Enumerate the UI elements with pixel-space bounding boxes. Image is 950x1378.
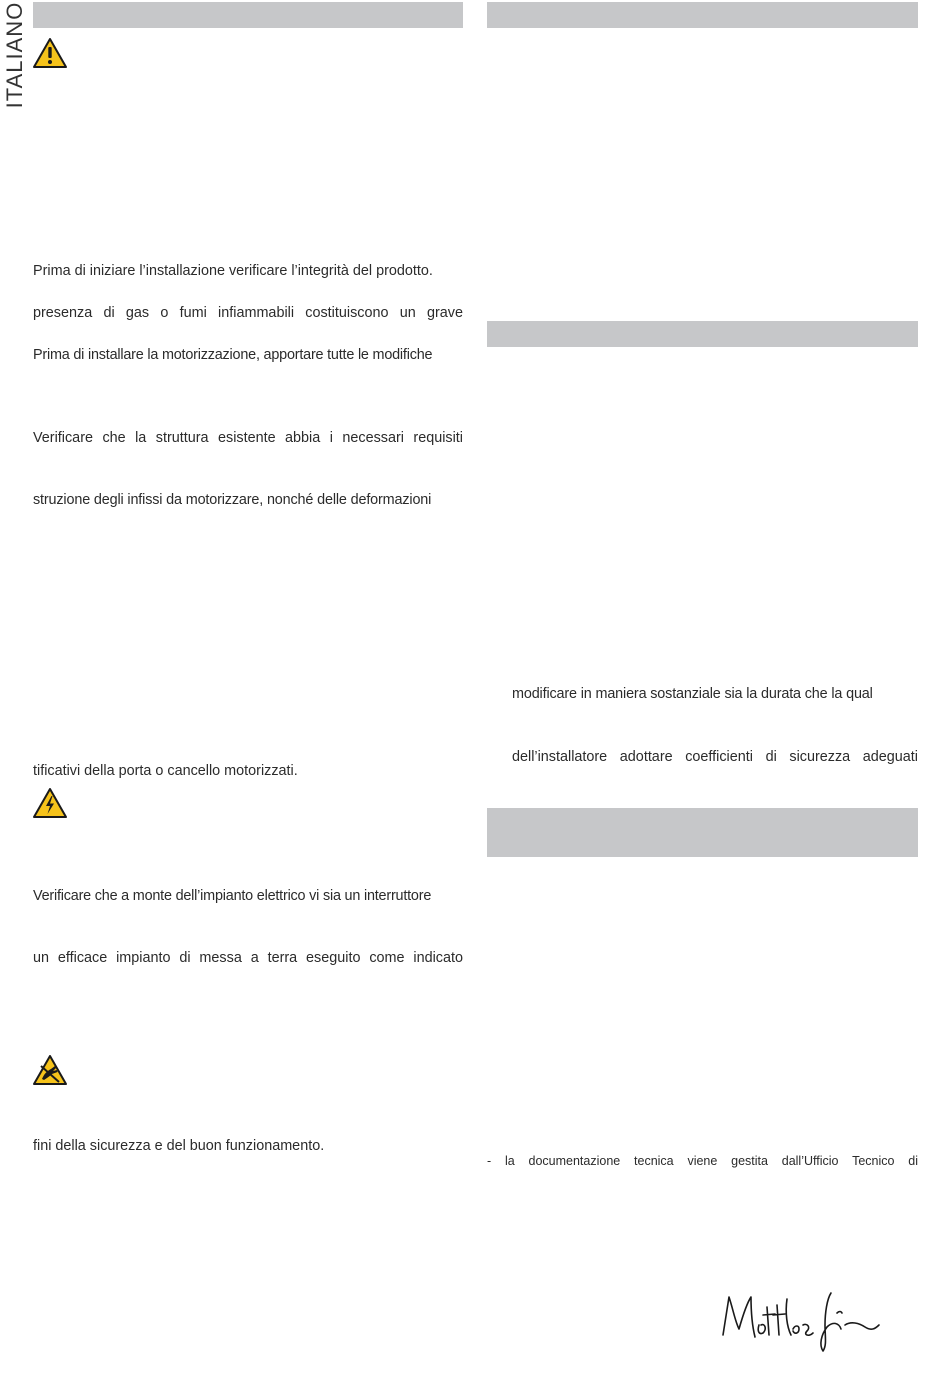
left-line-5: struzione degli infissi da motorizzare, nonché delle deformazioni [33,492,432,508]
right-section-header-bar [487,2,918,28]
left-line-6: tificativi della porta o cancello motorizzati. [33,763,298,779]
electrical-hazard-icon [32,787,68,819]
language-label: ITALIANO [2,1,27,109]
signature [715,1285,885,1355]
right-section-header-bar-2 [487,321,918,347]
warning-triangle-icon [32,37,68,69]
right-section-header-bar-3 [487,808,918,857]
left-section-header-bar [33,2,463,28]
left-line-9: fini della sicurezza e del buon funzionamento. [33,1138,325,1154]
left-line-8: un efficace impianto di messa a terra eseguito come indicato [33,950,463,966]
left-line-4: Verificare che la struttura esistente abbia i necessari requisiti [33,430,463,446]
left-line-3: Prima di installare la motorizzazione, apportare tutte le modifiche [33,347,433,363]
left-line-7: Verificare che a monte dell’impianto elettrico vi sia un interruttore [33,888,432,904]
left-line-1: Prima di iniziare l’installazione verificare l’integrità del prodotto. [33,263,433,279]
right-line-2: dell’installatore adottare coefficienti di sicurezza adeguati [512,749,918,765]
electrostatic-sensitive-icon [32,1054,68,1086]
right-line-3: - la documentazione tecnica viene gestita dall’Ufficio Tecnico di [487,1154,918,1168]
left-line-2: presenza di gas o fumi infiammabili costituiscono un grave [33,305,463,321]
right-line-1: modificare in maniera sostanziale sia la durata che la qual [512,686,873,702]
